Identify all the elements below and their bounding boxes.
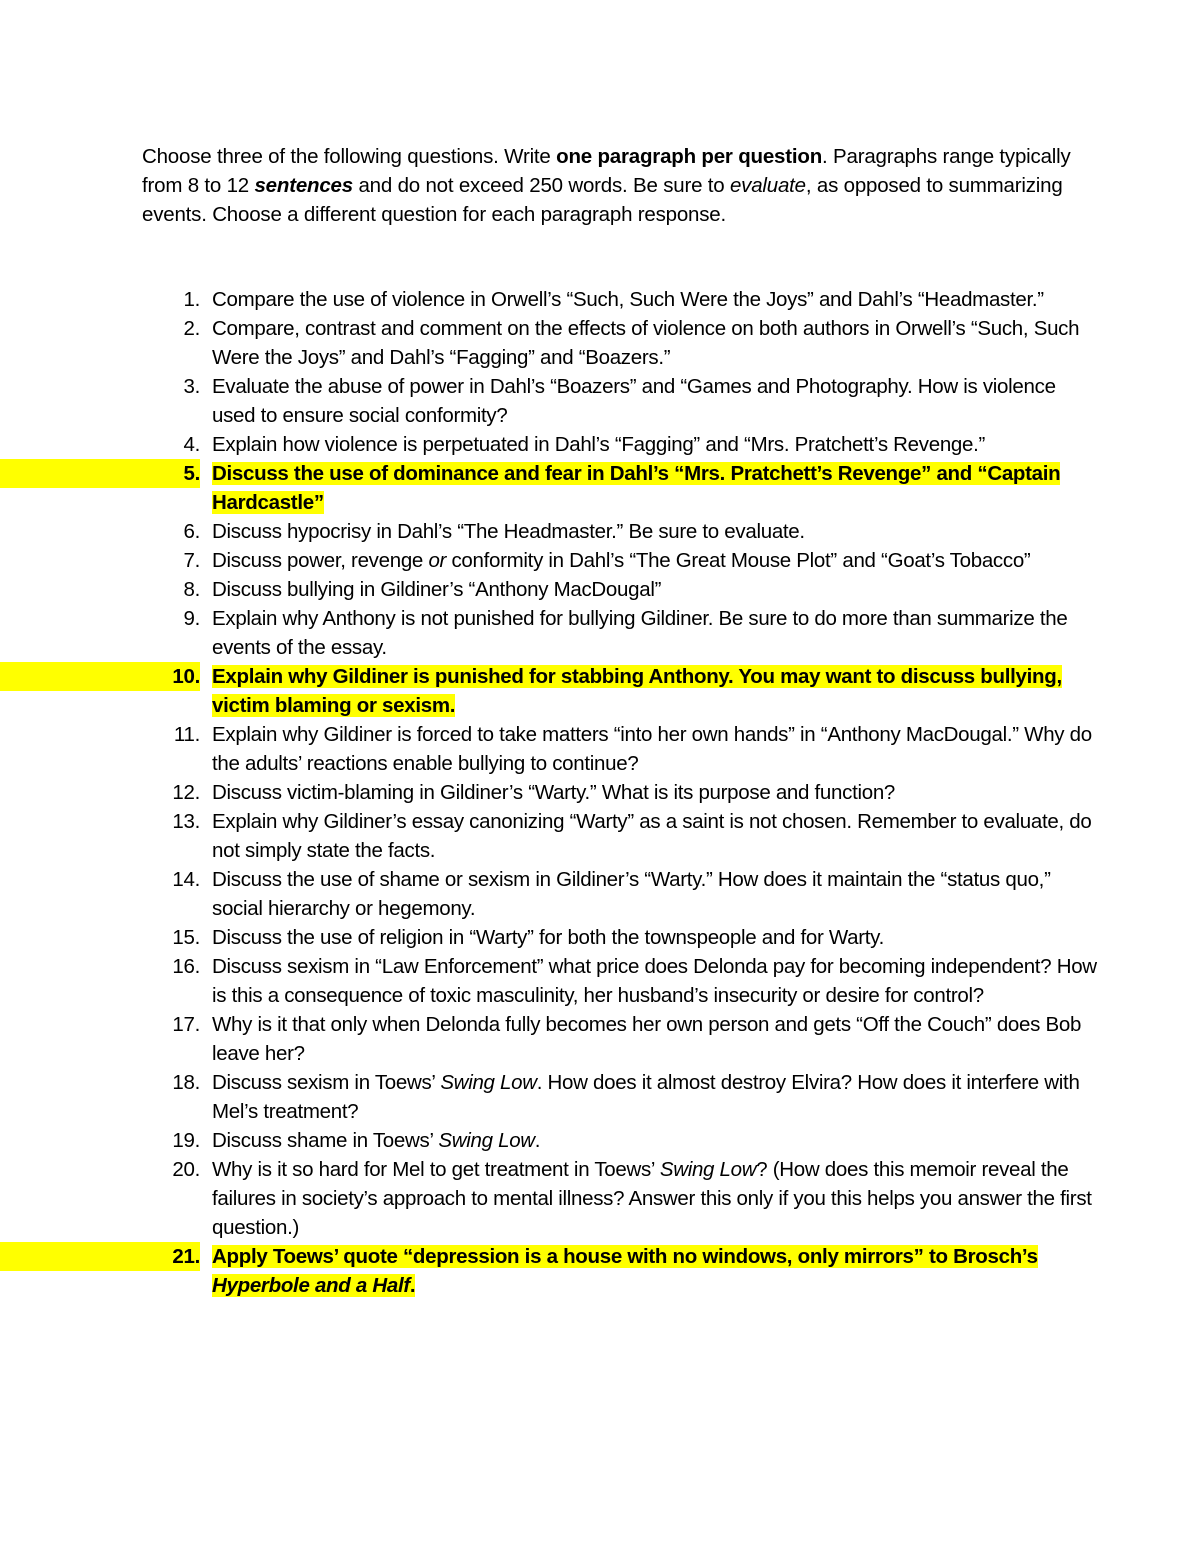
list-item [0, 314, 1100, 372]
question-text: Explain why Gildiner’s essay canonizing “Warty” as a saint is not chosen. Remember to evaluate, do not simply state the facts. [212, 810, 1092, 862]
instructions-bold-italic-text: sentences [254, 174, 353, 197]
instructions-text: , as opposed to summarizing events. Choose a different question for each paragraph response. [142, 174, 1063, 226]
question-number: 9. [183, 607, 200, 630]
question-number: 5. [0, 459, 200, 488]
question-text-part: . How does it almost destroy Elvira? How does it interfere with Mel’s treatment? [212, 1071, 1080, 1123]
question-number: 21. [0, 1242, 200, 1271]
question-text: Explain why Gildiner is forced to take matters “into her own hands” in “Anthony MacDougal.” Why do the adults’ reactions enable bullying to continue? [212, 723, 1092, 775]
list-item [0, 1010, 1100, 1068]
list-item [0, 807, 1100, 865]
question-number: 14. [172, 868, 200, 891]
instructions-italic-text: evaluate [729, 174, 806, 197]
question-text: Discuss hypocrisy in Dahl’s “The Headmaster.” Be sure to evaluate. [212, 520, 805, 543]
question-number: 18. [172, 1071, 200, 1094]
list-item [0, 1242, 1100, 1300]
question-text-italic: Swing Low [438, 1129, 535, 1152]
question-text [212, 1158, 1092, 1239]
question-number: 1. [183, 288, 200, 311]
question-text [212, 1129, 540, 1152]
question-number: 7. [183, 549, 200, 572]
question-text: Discuss the use of shame or sexism in Gildiner’s “Warty.” How does it maintain the “status quo,” social hierarchy or hegemony. [212, 868, 1051, 920]
list-item [0, 662, 1100, 720]
list-item [0, 778, 1100, 807]
question-number: 11. [173, 723, 200, 746]
question-text-part: . [409, 1274, 416, 1297]
list-item [0, 372, 1100, 430]
question-text-italic: Swing Low [659, 1158, 757, 1181]
question-text: Discuss bullying in Gildiner’s “Anthony MacDougal” [212, 578, 662, 601]
instructions-text: and do not exceed 250 words. Be sure to [352, 174, 730, 197]
question-text: Evaluate the abuse of power in Dahl’s “Boazers” and “Games and Photography. How is violence used to ensure social conformity? [212, 375, 1056, 427]
instructions-text: . Paragraphs range typically from 8 to 12 [142, 145, 1071, 197]
list-item [0, 720, 1100, 778]
list-item [0, 604, 1100, 662]
question-text-italic: Hyperbole and a Half [212, 1274, 410, 1297]
question-text: Explain why Gildiner is punished for stabbing Anthony. You may want to discuss bullying, victim blaming or sexism. [212, 665, 1062, 717]
question-text-italic: or [428, 549, 447, 572]
list-item [0, 517, 1100, 546]
question-number: 20. [172, 1158, 200, 1181]
question-number: 4. [183, 433, 200, 456]
list-item [0, 575, 1100, 604]
question-text-part: Discuss shame in Toews’ [212, 1129, 439, 1152]
question-text: Discuss the use of dominance and fear in Dahl’s “Mrs. Pratchett’s Revenge” and “Captain Hardcastle” [212, 462, 1061, 514]
instructions-text: Choose three of the following questions. Write [142, 145, 557, 168]
question-number: 13. [172, 810, 200, 833]
question-text [212, 549, 1030, 572]
question-number: 3. [183, 375, 200, 398]
list-item [0, 1126, 1100, 1155]
question-list [0, 285, 1100, 1300]
question-text-part: conformity in Dahl’s “The Great Mouse Plot” and “Goat’s Tobacco” [446, 549, 1031, 572]
question-number: 17. [172, 1013, 200, 1036]
list-item [0, 1155, 1100, 1242]
question-text-part: Why is it so hard for Mel to get treatment in Toews’ [212, 1158, 660, 1181]
list-item [0, 430, 1100, 459]
question-text [212, 1245, 1038, 1297]
question-text-part: Apply Toews’ quote “depression is a house with no windows, only mirrors” to Brosch’s [212, 1245, 1038, 1268]
question-number: 15. [172, 926, 200, 949]
question-number: 16. [172, 955, 200, 978]
list-item [0, 865, 1100, 923]
question-text: Discuss victim-blaming in Gildiner’s “Warty.” What is its purpose and function? [212, 781, 896, 804]
list-item [0, 546, 1100, 575]
instructions-paragraph [142, 142, 1072, 229]
question-text-part: Discuss sexism in Toews’ [212, 1071, 441, 1094]
question-text [212, 1071, 1080, 1123]
question-number: 19. [172, 1129, 200, 1152]
question-text-italic: Swing Low [440, 1071, 537, 1094]
list-item [0, 952, 1100, 1010]
question-text: Discuss sexism in “Law Enforcement” what price does Delonda pay for becoming independent? How is this a consequence of toxic masculinity, her husband’s insecurity or desire for control? [212, 955, 1097, 1007]
list-item [0, 923, 1100, 952]
question-number: 10. [0, 662, 200, 691]
question-number: 8. [183, 578, 200, 601]
question-text: Discuss the use of religion in “Warty” for both the townspeople and for Warty. [212, 926, 885, 949]
list-item [0, 1068, 1100, 1126]
question-text: Why is it that only when Delonda fully becomes her own person and gets “Off the Couch” does Bob leave her? [212, 1013, 1082, 1065]
question-text: Explain how violence is perpetuated in Dahl’s “Fagging” and “Mrs. Pratchett’s Revenge.” [212, 433, 986, 456]
list-item [0, 285, 1100, 314]
question-text: Explain why Anthony is not punished for bullying Gildiner. Be sure to do more than summarize the events of the essay. [212, 607, 1068, 659]
question-number: 12. [172, 781, 200, 804]
list-item [0, 459, 1100, 517]
question-text: Compare the use of violence in Orwell’s “Such, Such Were the Joys” and Dahl’s “Headmaster.” [212, 288, 1044, 311]
question-text-part: Discuss power, revenge [212, 549, 429, 572]
question-text-part: ? (How does this memoir reveal the failures in society’s approach to mental illness? Answer this only if you this helps you answer the first question.) [212, 1158, 1092, 1239]
instructions-bold-text: one paragraph per question [556, 145, 823, 168]
question-number: 6. [183, 520, 200, 543]
question-text: Compare, contrast and comment on the effects of violence on both authors in Orwell’s “Such, Such Were the Joys” and Dahl’s “Fagging” and “Boazers.” [212, 317, 1080, 369]
question-number: 2. [183, 317, 200, 340]
question-text-part: . [534, 1129, 541, 1152]
